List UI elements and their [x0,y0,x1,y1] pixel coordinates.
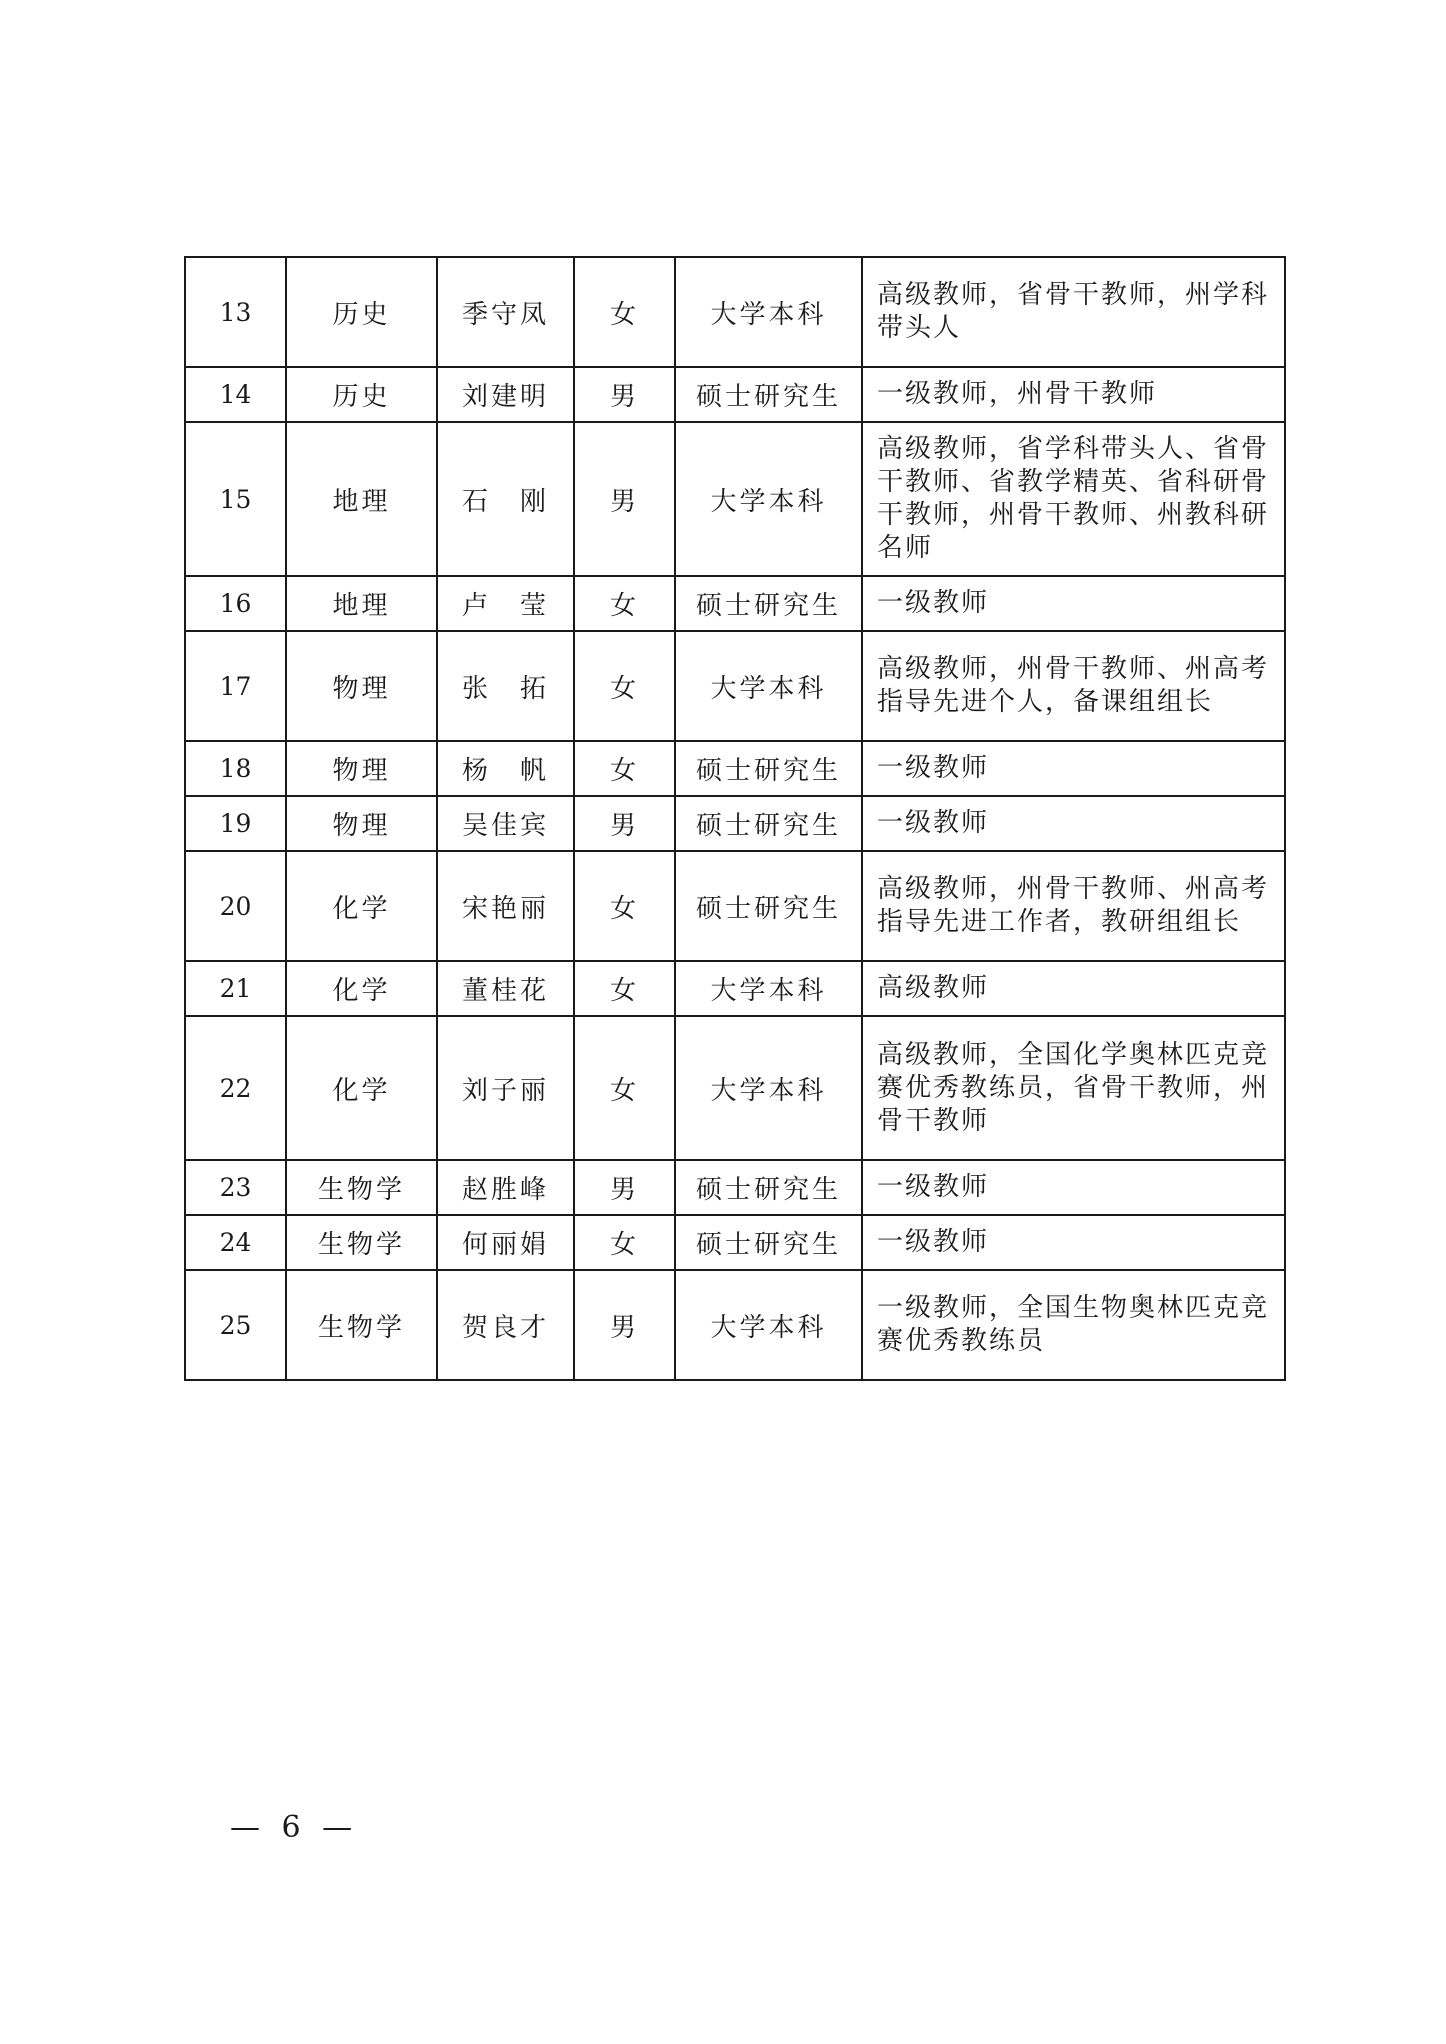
subject-cell: 历史 [286,367,437,422]
row-number: 19 [185,796,286,851]
teacher-name-cell: 张 拓 [437,631,574,741]
row-number: 13 [185,257,286,367]
education-cell: 硕士研究生 [675,851,862,961]
gender-cell: 男 [574,1270,675,1380]
education-cell: 大学本科 [675,422,862,576]
education-cell: 硕士研究生 [675,1215,862,1270]
education-cell: 硕士研究生 [675,576,862,631]
gender-cell: 女 [574,851,675,961]
table-row [185,741,1285,796]
subject-cell: 生物学 [286,1270,437,1380]
gender-cell: 女 [574,961,675,1016]
table-row [185,851,1285,961]
row-number: 17 [185,631,286,741]
table-row [185,1016,1285,1160]
teacher-name-cell: 刘建明 [437,367,574,422]
remarks-cell: 高级教师，省骨干教师，州学科带头人 [862,257,1285,367]
subject-cell: 化学 [286,961,437,1016]
table-row [185,367,1285,422]
row-number: 20 [185,851,286,961]
subject-cell: 地理 [286,576,437,631]
subject-cell: 化学 [286,1016,437,1160]
table-row [185,1160,1285,1215]
education-cell: 硕士研究生 [675,741,862,796]
teacher-name-cell: 季守凤 [437,257,574,367]
subject-cell: 物理 [286,796,437,851]
teacher-name-cell: 何丽娟 [437,1215,574,1270]
education-cell: 硕士研究生 [675,1160,862,1215]
remarks-cell: 一级教师，州骨干教师 [862,367,1285,422]
row-number: 25 [185,1270,286,1380]
table-row [185,961,1285,1016]
row-number: 24 [185,1215,286,1270]
row-number: 22 [185,1016,286,1160]
remarks-cell: 一级教师 [862,796,1285,851]
remarks-cell: 一级教师 [862,741,1285,796]
gender-cell: 女 [574,1016,675,1160]
row-number: 14 [185,367,286,422]
education-cell: 硕士研究生 [675,367,862,422]
table-row [185,422,1285,576]
gender-cell: 男 [574,1160,675,1215]
subject-cell: 生物学 [286,1215,437,1270]
table-row [185,576,1285,631]
remarks-cell: 高级教师，州骨干教师、州高考指导先进个人，备课组组长 [862,631,1285,741]
teacher-name-cell: 刘子丽 [437,1016,574,1160]
gender-cell: 女 [574,576,675,631]
education-cell: 大学本科 [675,1270,862,1380]
table-row [185,257,1285,367]
teacher-name-cell: 石 刚 [437,422,574,576]
subject-cell: 历史 [286,257,437,367]
remarks-cell: 一级教师 [862,1215,1285,1270]
table-row [185,1270,1285,1380]
teacher-name-cell: 董桂花 [437,961,574,1016]
education-cell: 大学本科 [675,961,862,1016]
subject-cell: 化学 [286,851,437,961]
row-number: 21 [185,961,286,1016]
gender-cell: 女 [574,1215,675,1270]
teacher-name-cell: 赵胜峰 [437,1160,574,1215]
row-number: 23 [185,1160,286,1215]
row-number: 16 [185,576,286,631]
education-cell: 大学本科 [675,257,862,367]
remarks-cell: 高级教师，州骨干教师、州高考指导先进工作者，教研组组长 [862,851,1285,961]
gender-cell: 男 [574,422,675,576]
remarks-cell: 一级教师 [862,576,1285,631]
table-row [185,1215,1285,1270]
page-number: — 6 — [230,1810,359,1845]
subject-cell: 物理 [286,631,437,741]
education-cell: 大学本科 [675,631,862,741]
education-cell: 硕士研究生 [675,796,862,851]
table-row [185,631,1285,741]
subject-cell: 地理 [286,422,437,576]
gender-cell: 女 [574,631,675,741]
remarks-cell: 高级教师，省学科带头人、省骨干教师、省教学精英、省科研骨干教师，州骨干教师、州教科研名师 [862,422,1285,576]
table-row [185,796,1285,851]
gender-cell: 男 [574,796,675,851]
gender-cell: 男 [574,367,675,422]
remarks-cell: 一级教师，全国生物奥林匹克竞赛优秀教练员 [862,1270,1285,1380]
teacher-name-cell: 卢 莹 [437,576,574,631]
row-number: 15 [185,422,286,576]
teacher-name-cell: 吴佳宾 [437,796,574,851]
subject-cell: 物理 [286,741,437,796]
education-cell: 大学本科 [675,1016,862,1160]
gender-cell: 女 [574,257,675,367]
subject-cell: 生物学 [286,1160,437,1215]
teacher-roster-table [184,256,1286,1381]
row-number: 18 [185,741,286,796]
gender-cell: 女 [574,741,675,796]
teacher-name-cell: 杨 帆 [437,741,574,796]
remarks-cell: 一级教师 [862,1160,1285,1215]
remarks-cell: 高级教师 [862,961,1285,1016]
teacher-name-cell: 贺良才 [437,1270,574,1380]
remarks-cell: 高级教师，全国化学奥林匹克竞赛优秀教练员，省骨干教师，州骨干教师 [862,1016,1285,1160]
teacher-name-cell: 宋艳丽 [437,851,574,961]
